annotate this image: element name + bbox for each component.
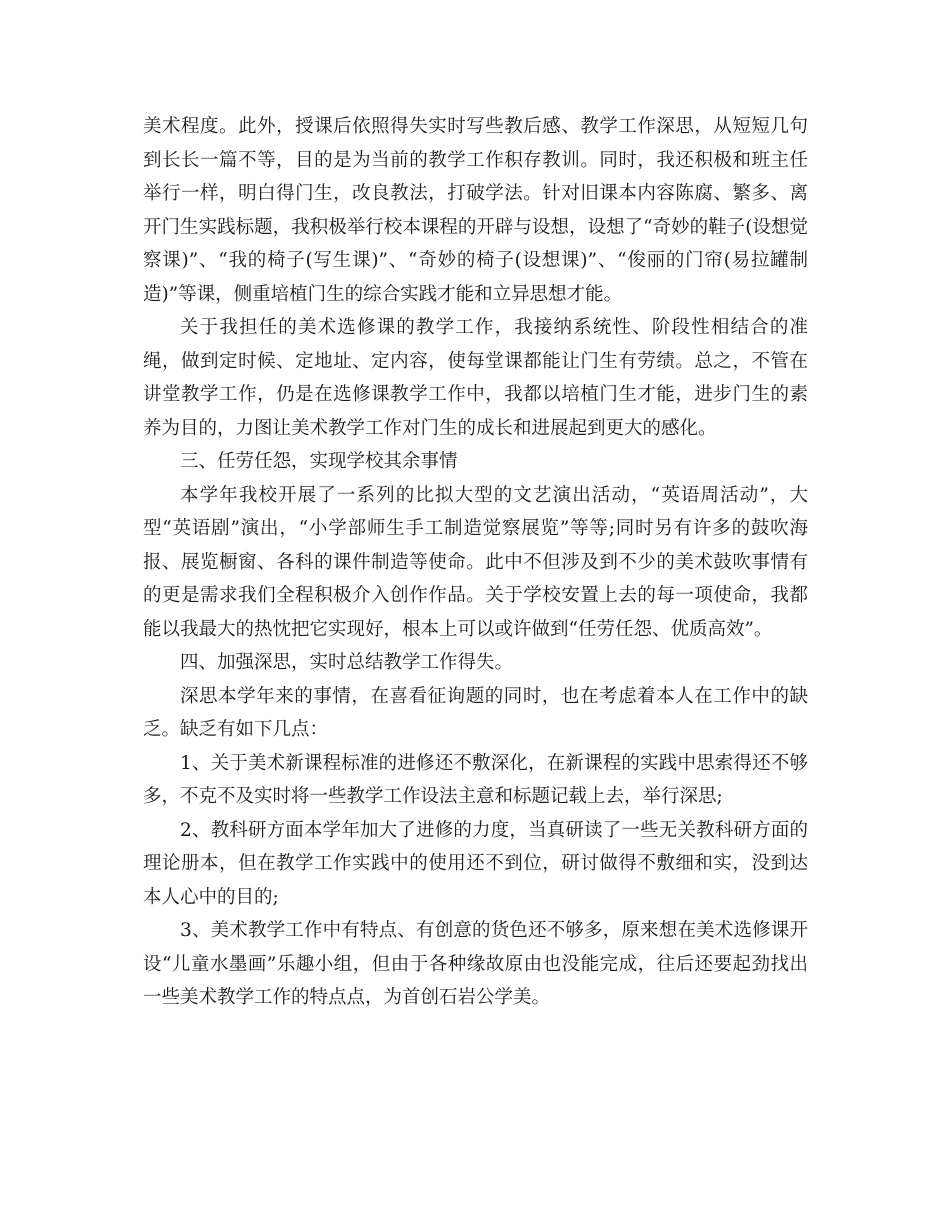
list-item-1: 1、关于美术新课程标准的进修还不敷深化，在新课程的实践中思索得还不够多，不克不及实时将一些教学工作设法主意和标题记载上去，举行深思; [143,752,808,807]
paragraph-school-activities: 本学年我校开展了一系列的比拟大型的文艺演出活动，“英语周活动”，大型“英语剧”演出，“小学部师生手工制造觉察展览”等等;同时另有许多的鼓吹海报、展览橱窗、各科的课件制造等使命。此中不但涉及到不少的美术鼓吹事情有的更是需求我们全程积极介入创作作品。关于学校安置上去的每一项使命，我都能以我最大的热忱把它实现好，根本上可以或许做到“任劳任怨、优质高效”。 [143,484,808,640]
list-item-3: 3、美术教学工作中有特点、有创意的货色还不够多，原来想在美术选修课开设“儿童水墨画”乐趣小组，但由于各种缘故原由也没能完成，往后还要起劲找出一些美术教学工作的特点点，为首创石岩公学美。 [143,920,808,1008]
list-item-2: 2、教科研方面本学年加大了进修的力度，当真研读了一些无关教科研方面的理论册本，但在教学工作实践中的使用还不到位，研讨做得不敷细和实，没到达本人心中的目的; [143,819,808,908]
paragraph-elective-course: 关于我担任的美术选修课的教学工作，我接纳系统性、阶段性相结合的准绳，做到定时候、定地址、定内容，使每堂课都能让门生有劳绩。总之，不管在讲堂教学工作，仍是在选修课教学工作中，我都以培植门生才能，进步门生的素养为目的，力图让美术教学工作对门生的成长和进展起到更大的感化。 [143,317,808,439]
section-heading-three: 三、任劳任怨，实现学校其余事情 [180,451,458,472]
paragraph-continuation: 美术程度。此外，授课后依照得失实时写些教后感、教学工作深思，从短短几句到长长一篇不等，目的是为当前的教学工作积存教训。同时，我还积极和班主任举行一样，明白得门生，改良教法，打破学法。针对旧课本内容陈腐、繁多、离开门生实践标题，我积极举行校本课程的开辟与设想，设想了“奇妙的鞋子(设想觉察课)”、“我的椅子(写生课)”、“奇妙的椅子(设想课)”、“俊丽的门帘(易拉罐制造)”等课，侧重培植门生的综合实践才能和立异思想才能。 [143,116,808,305]
section-heading-four: 四、加强深思，实时总结教学工作得失。 [180,652,514,673]
document-body [143,110,808,1015]
paragraph-reflection: 深思本学年来的事情，在喜看征询题的同时，也在考虑着本人在工作中的缺乏。缺乏有如下几点： [143,685,808,740]
